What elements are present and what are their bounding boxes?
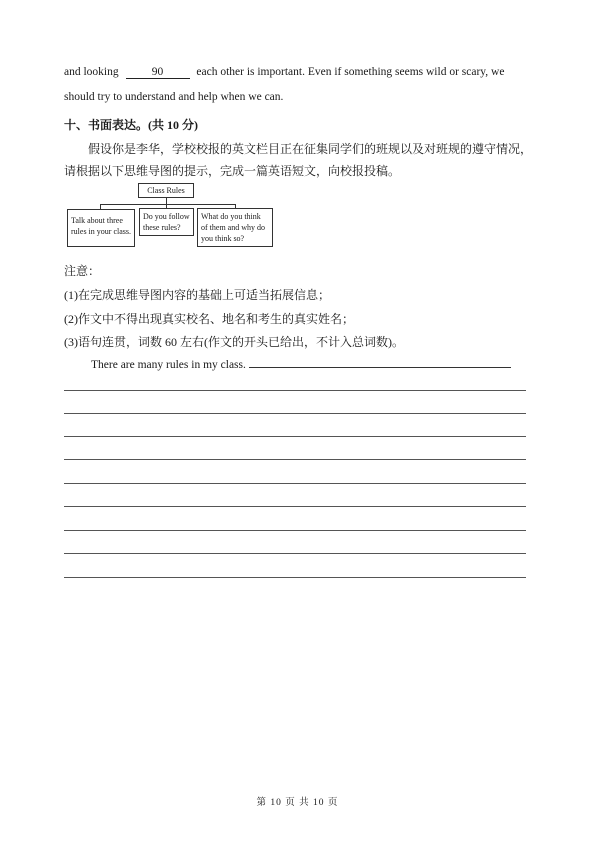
mindmap-root bbox=[138, 183, 194, 198]
answer-blank-90: 90 bbox=[126, 66, 190, 79]
writing-line[interactable] bbox=[64, 577, 526, 578]
mindmap-node2-line2: these rules? bbox=[143, 223, 181, 232]
note-item-1: (1)在完成思维导图内容的基础上可适当拓展信息； bbox=[64, 288, 330, 302]
writing-line[interactable] bbox=[64, 413, 526, 414]
mindmap-node-talk-rules bbox=[67, 209, 135, 247]
mindmap-node3-line3: you think so? bbox=[201, 234, 245, 243]
prompt-line-1: 假设你是李华，学校校报的英文栏目正在征集同学们的班规以及对班规的遵守情况， bbox=[88, 142, 533, 156]
essay-start-text: There are many rules in my class. bbox=[91, 359, 246, 371]
essay-first-line-blank[interactable] bbox=[249, 356, 511, 368]
prev-question-line1 bbox=[64, 66, 504, 79]
writing-line[interactable] bbox=[64, 390, 526, 391]
essay-start-line bbox=[91, 356, 511, 371]
prev-question-line2: should try to understand and help when we can. bbox=[64, 91, 284, 103]
writing-line[interactable] bbox=[64, 459, 526, 460]
page-footer: 第 10 页 共 10 页 bbox=[256, 798, 339, 808]
writing-line[interactable] bbox=[64, 506, 526, 507]
writing-line[interactable] bbox=[64, 530, 526, 531]
prompt-line-2: 请根据以下思维导图的提示，完成一篇英语短文，向校报投稿。 bbox=[64, 164, 401, 178]
prev-question-text-before: and looking bbox=[64, 66, 119, 78]
mindmap-node3-line1: What do you think bbox=[201, 212, 261, 221]
mindmap-node2-line1: Do you follow bbox=[143, 212, 190, 221]
mindmap-node1-line1: Talk about three bbox=[71, 216, 123, 225]
mindmap-node1-line2: rules in your class. bbox=[71, 227, 131, 236]
note-item-2: (2)作文中不得出现真实校名、地名和考生的真实姓名； bbox=[64, 312, 354, 326]
section-title: 十、书面表达。(共 10 分) bbox=[64, 118, 198, 132]
mindmap-node3-line2: of them and why do bbox=[201, 223, 265, 232]
prev-question-text-after: each other is important. Even if something seems wild or scary, we bbox=[196, 66, 505, 78]
note-item-3: (3)语句连贯，词数 60 左右(作文的开头已给出，不计入总词数)。 bbox=[64, 335, 404, 349]
writing-line[interactable] bbox=[64, 483, 526, 484]
writing-line[interactable] bbox=[64, 436, 526, 437]
mindmap-node-opinion bbox=[197, 208, 273, 247]
mindmap-node-follow-rules bbox=[139, 208, 194, 236]
notes-heading: 注意： bbox=[64, 264, 101, 278]
mindmap-root-label: Class Rules bbox=[147, 186, 185, 195]
writing-line[interactable] bbox=[64, 553, 526, 554]
mindmap-connector-horizontal bbox=[100, 204, 236, 205]
